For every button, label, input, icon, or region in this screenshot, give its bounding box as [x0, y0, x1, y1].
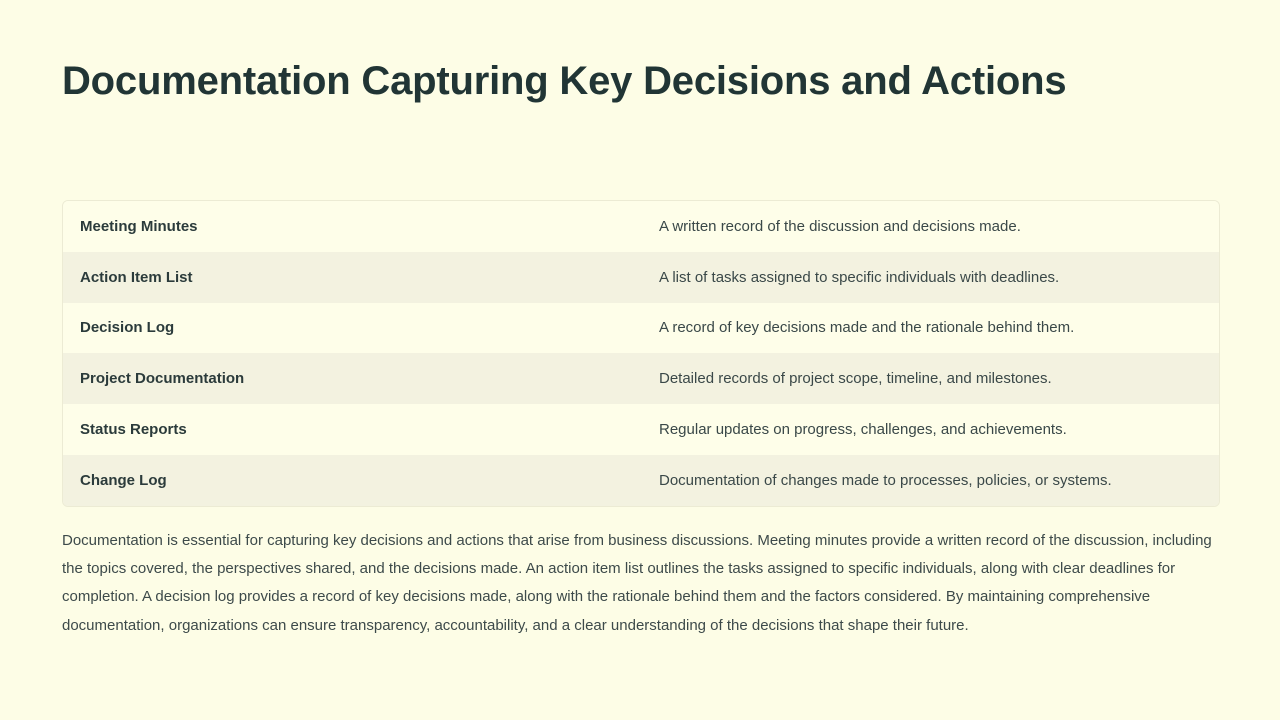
table-row: [63, 353, 1219, 404]
table-row: [63, 404, 1219, 455]
row-term: Action Item List: [80, 268, 193, 286]
table-row: [63, 252, 1219, 303]
row-term: Project Documentation: [80, 370, 245, 388]
slide-title: Documentation Capturing Key Decisions and Actions: [62, 59, 1067, 103]
row-term: Status Reports: [80, 421, 187, 439]
row-description: A record of key decisions made and the rationale behind them.: [659, 319, 1075, 337]
row-description: A written record of the discussion and decisions made.: [659, 217, 1021, 235]
row-term: Decision Log: [80, 319, 175, 337]
row-description: Regular updates on progress, challenges, and achievements.: [659, 421, 1067, 439]
table-row: [63, 201, 1219, 252]
row-term: Meeting Minutes: [80, 217, 198, 235]
table-row: [63, 303, 1219, 354]
table-row: [63, 455, 1219, 506]
row-term: Change Log: [80, 471, 167, 489]
row-description: A list of tasks assigned to specific individuals with deadlines.: [659, 268, 1060, 286]
summary-paragraph: Documentation is essential for capturing key decisions and actions that arise from business discussions. Meeting minutes provide a written record of the discussion, including the topics covered, the perspectives shared, and the decisions made. An action item list outlines the tasks assigned to specific individuals, along with clear deadlines for completion. A decision log provides a record of key decisions made, along with the rationale behind them and the factors considered. By maintaining comprehensive documentation, organizations can ensure transparency, accountability, and a clear understanding of the decisions that shape their future.: [62, 532, 1212, 634]
row-description: Detailed records of project scope, timeline, and milestones.: [659, 370, 1052, 388]
row-description: Documentation of changes made to processes, policies, or systems.: [659, 471, 1112, 489]
documentation-table: [62, 200, 1220, 507]
